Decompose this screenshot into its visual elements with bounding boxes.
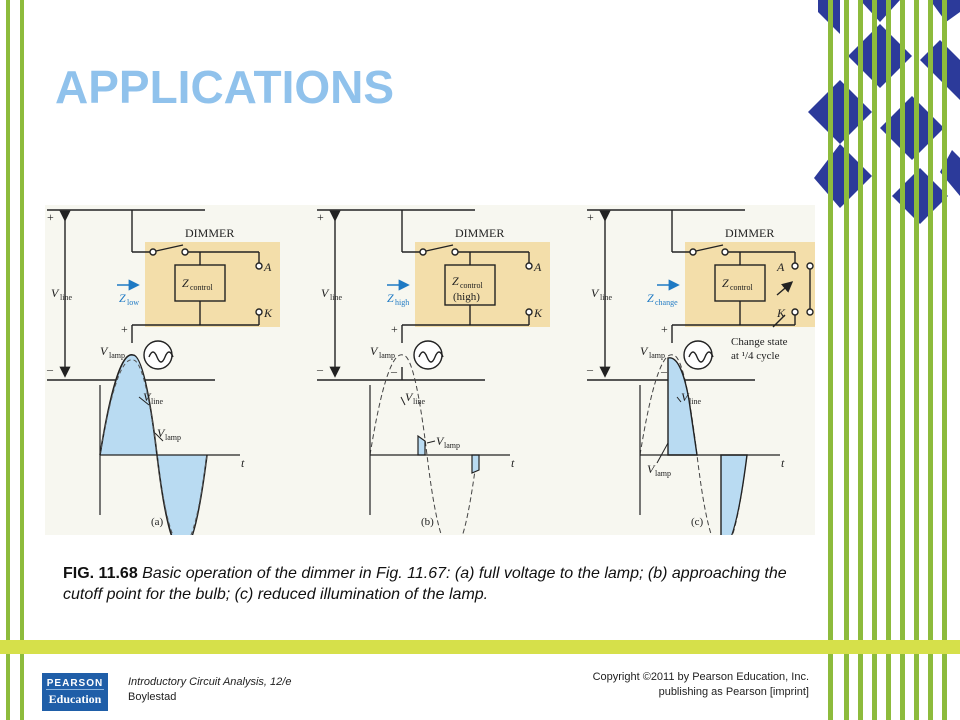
svg-text:low: low (127, 298, 139, 307)
book-info (128, 675, 291, 705)
circuit-c (587, 210, 815, 380)
figure-number: FIG. 11.68 (63, 565, 138, 582)
svg-text:+: + (317, 210, 324, 224)
svg-text:V: V (51, 286, 59, 300)
svg-text:at ¹/4 cycle: at ¹/4 cycle (731, 350, 780, 362)
svg-text:control: control (460, 281, 483, 290)
svg-text:A: A (777, 260, 785, 274)
svg-text:A: A (534, 260, 542, 274)
footer-accent-bar (0, 640, 960, 654)
svg-text:V: V (100, 344, 108, 358)
svg-text:K: K (777, 306, 786, 320)
left-decor-lines (0, 0, 30, 720)
svg-text:V: V (370, 344, 378, 358)
page-title: APPLICATIONS (55, 61, 395, 113)
svg-text:control: control (190, 283, 213, 292)
svg-text:Z: Z (387, 291, 394, 305)
svg-text:+: + (391, 322, 398, 336)
svg-text:K: K (264, 306, 273, 320)
svg-text:line: line (413, 397, 425, 406)
svg-text:V: V (157, 426, 165, 440)
figure-caption (63, 563, 803, 605)
circuit-a (47, 210, 280, 380)
circuit-b (317, 210, 550, 380)
panel-label-c: (c) (691, 516, 704, 528)
svg-text:–: – (587, 362, 593, 376)
svg-text:V: V (143, 390, 151, 404)
svg-text:V: V (681, 390, 689, 404)
svg-text:t: t (241, 456, 245, 470)
waveform-a (100, 355, 240, 535)
svg-text:A: A (264, 260, 272, 274)
svg-text:lamp: lamp (379, 351, 395, 360)
panel-b (316, 210, 550, 535)
svg-text:line: line (689, 397, 701, 406)
svg-text:–: – (661, 364, 667, 378)
svg-text:+: + (661, 322, 668, 336)
panel-label-b: (b) (421, 516, 434, 528)
svg-text:lamp: lamp (444, 441, 460, 450)
svg-text:+: + (121, 322, 128, 336)
svg-text:DIMMER: DIMMER (725, 226, 775, 240)
svg-text:line: line (600, 293, 612, 302)
right-decor-pattern (800, 0, 960, 720)
svg-text:lamp: lamp (655, 469, 671, 478)
svg-text:V: V (647, 462, 655, 476)
svg-text:t: t (781, 456, 785, 470)
svg-text:V: V (436, 434, 444, 448)
svg-text:lamp: lamp (649, 351, 665, 360)
svg-text:Z: Z (647, 291, 654, 305)
copyright-line-2: publishing as Pearson [imprint] (658, 686, 809, 698)
svg-text:high: high (395, 298, 410, 307)
svg-text:Z: Z (119, 291, 126, 305)
waveform-b-labels (405, 390, 515, 528)
svg-text:K: K (534, 306, 543, 320)
svg-text:+: + (47, 210, 54, 224)
dimmer-figure (45, 205, 815, 535)
waveform-c (640, 355, 780, 535)
svg-text:V: V (591, 286, 599, 300)
svg-text:line: line (60, 293, 72, 302)
book-author: Boylestad (128, 691, 177, 703)
svg-text:Z: Z (452, 274, 459, 288)
caption-text: Basic operation of the dimmer in Fig. 11.67: (a) full voltage to the lamp; (b) approaching the cutoff point for the bulb; (c) reduced illumination of the lamp. (63, 565, 787, 603)
svg-text:+: + (587, 210, 594, 224)
book-title: Introductory Circuit Analysis, 12/e (128, 676, 292, 688)
svg-text:lamp: lamp (109, 351, 125, 360)
svg-text:Z: Z (182, 276, 189, 290)
panel-label-a: (a) (151, 516, 164, 528)
svg-text:Z: Z (722, 276, 729, 290)
svg-text:(high): (high) (453, 291, 480, 303)
svg-text:–: – (47, 362, 53, 376)
dimmer-label: DIMMER (185, 226, 235, 240)
svg-text:t: t (511, 456, 515, 470)
copyright-notice (570, 670, 809, 700)
svg-text:lamp: lamp (165, 433, 181, 442)
svg-text:DIMMER: DIMMER (455, 226, 505, 240)
svg-text:–: – (391, 364, 397, 378)
svg-text:V: V (640, 344, 648, 358)
svg-text:line: line (151, 397, 163, 406)
change-state-annotation: Change state (731, 336, 788, 348)
panel-c (586, 210, 815, 535)
svg-text:line: line (330, 293, 342, 302)
panel-a (46, 210, 280, 535)
svg-text:–: – (317, 362, 323, 376)
copyright-line-1: Copyright ©2011 by Pearson Education, Inc. (592, 671, 809, 683)
pearson-logo: PEARSON Education (42, 673, 108, 711)
svg-text:V: V (405, 390, 413, 404)
svg-text:V: V (321, 286, 329, 300)
svg-text:change: change (655, 298, 678, 307)
svg-text:control: control (730, 283, 753, 292)
